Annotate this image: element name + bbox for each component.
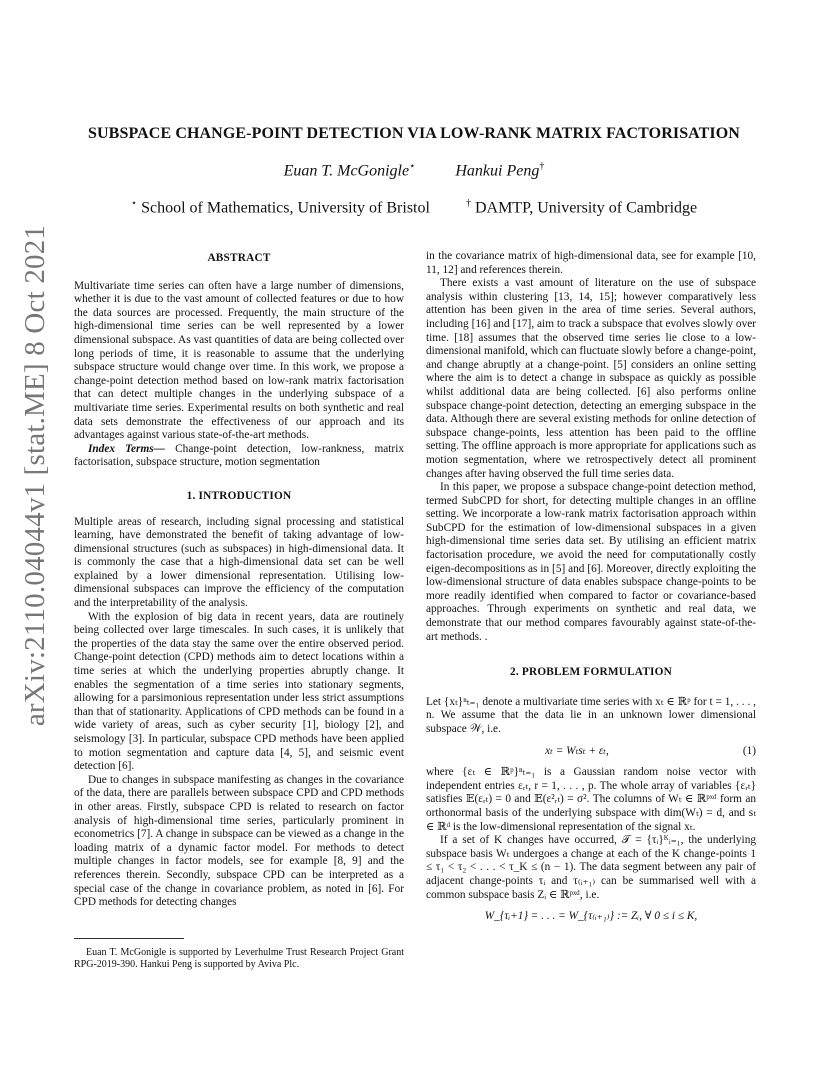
arxiv-identifier bbox=[14, 224, 58, 726]
author-2-name: Hankui Peng bbox=[455, 162, 540, 180]
right-paragraph-3: In this paper, we propose a subspace change-point detection method, termed SubCPD for short, for detecting multiple changes in an offline setting. We incorporate a low-rank matrix factorisation approach within SubCPD for the estimation of low-dimensional subspaces in a given high-dimensional time series data set. By utilising an efficient matrix factorisation procedure, we avoid the need for computationally costly eigen-decompositions as in [5] and [6]. Moreover, directly exploiting the low-dimensional structure of data enables subspace change-points to be more readily identified when compared to factor or covariance-based approaches. Through experiments on synthetic and real data, we demonstrate that our method compares favourably against state-of-the-art methods. . bbox=[426, 481, 756, 643]
right-paragraph-2: There exists a vast amount of literature on the use of subspace analysis within clustering [13, 14, 15]; however comparatively less attention has been given in the area of time series. Several authors, including [16] and [17], aim to track a subspace that evolves slowly over time. [18] assumes that the observed time series lie close to a low-dimensional manifold, which can fluctuate slowly before a change-point, and change abruptly at a change-point. [5] considers an online setting where the aim is to detect a change in subspace as quickly as possible whilst additional data are being collected. [6] also performs online subspace change-point detection, detecting an emerging subspace in the data. Although there are several existing methods for online detection of subspace change-points, less attention has been paid to the offline setting. The offline approach is more appropriate for applications such as motion segmentation, where we retrospectively detect all prominent changes after having observed the full time series data. bbox=[426, 277, 757, 480]
intro-paragraph-1: Multiple areas of research, including signal processing and statistical learning, have demonstrated the benefit of taking advantage of low-dimensional structures (such as subspaces) in high-dimensional data. It is commonly the case that a high-dimensional data set can be well explained by a lower dimensional representation. Utilising low-dimensional subspaces can improve the efficiency of the computation and the interpretability of the analysis. bbox=[74, 515, 404, 610]
author-1 bbox=[284, 161, 416, 180]
left-column bbox=[74, 252, 404, 910]
abstract-heading: ABSTRACT bbox=[207, 252, 271, 264]
affiliation-2 bbox=[466, 198, 697, 217]
author-2-mark: † bbox=[539, 161, 545, 172]
affiliation-1-text: School of Mathematics, University of Bristol bbox=[141, 199, 430, 217]
formulation-paragraph-2: where {εₜ ∈ ℝᵖ}ⁿₜ₌₁ is a Gaussian random noise vector with independent entries εᵣₜ, r = 1, . . . , p. The whole array of variables {εᵣₜ} satisfies 𝔼(εᵣₜ) = 0 and 𝔼(ε²ᵣₜ) = σ². The columns of Wₜ ∈ ℝᵖˣᵈ form an orthonormal basis of the underlying subspace with dim(Wₜ) = d, and sₜ ∈ ℝᵈ is the low-dimensional representation of the signal xₜ. bbox=[426, 766, 756, 833]
equation-1-number: (1) bbox=[742, 744, 756, 757]
footnote bbox=[74, 938, 404, 972]
footnote-rule bbox=[74, 938, 184, 939]
formulation-paragraph-3: If a set of K changes have occurred, 𝒯 = {τᵢ}ᴷᵢ₌₁, the underlying subspace basis Wₜ undergoes a change at each of the K change-points 1 ≤ τ₁ < τ₂ < . . . < τ_K ≤ (n − 1). The data segment between any pair of adjacent change-points τᵢ and τ₍ᵢ₊₁₎ can be summarised well with a common subspace basis Zᵢ ∈ ℝᵖˣᵈ, i.e. bbox=[426, 834, 756, 901]
equation-1-body: xₜ = Wₜsₜ + εₜ, bbox=[545, 744, 609, 757]
section-2-heading: 2. PROBLEM FORMULATION bbox=[509, 666, 673, 679]
index-terms-label: Index Terms— bbox=[88, 442, 165, 455]
affiliation-2-text: DAMTP, University of Cambridge bbox=[474, 199, 698, 217]
arxiv-id-text: arXiv:2110.04044v1 [stat.ME] 8 Oct 2021 bbox=[19, 224, 52, 726]
equation-1 bbox=[426, 745, 756, 759]
formulation-paragraph-1: Let {xₜ}ⁿₜ₌₁ denote a multivariate time series with xₜ ∈ ℝᵖ for t = 1, . . . , n. We assume that the data lie in an unknown lower dimensional subspace 𝒲, i.e. bbox=[426, 695, 756, 735]
affiliation-2-mark: † bbox=[465, 198, 471, 209]
index-terms bbox=[74, 443, 404, 470]
section-1-heading: 1. INTRODUCTION bbox=[186, 489, 292, 502]
author-list bbox=[0, 161, 828, 180]
right-paragraph-1: in the covariance matrix of high-dimensional data, see for example [10, 11, 12] and references therein. bbox=[426, 250, 756, 276]
affiliation-1-mark: ⋆ bbox=[130, 198, 138, 209]
footnote-text: Euan T. McGonigle is supported by Leverhulme Trust Research Project Grant RPG-2019-390. Hankui Peng is supported by Aviva Plc. bbox=[74, 947, 404, 971]
abstract-text: Multivariate time series can often have a large number of dimensions, whether it is due to the vast amount of collected features or due to how the data sources are processed. Frequently, the main structure of the high-dimensional time series can be well represented by a lower dimensional subspace. As vast quantities of data are being collected over long periods of time, it is reasonable to assume that the underlying subspace structure would change over time. In this work, we propose a change-point detection method based on low-rank matrix factorisation that can detect multiple changes in the underlying subspace of a multivariate time series. Experimental results on both synthetic and real data sets demonstrate the effectiveness of our approach and its advantages against various state-of-the-art methods. bbox=[74, 279, 404, 442]
author-1-name: Euan T. McGonigle bbox=[283, 162, 410, 180]
intro-paragraph-3: Due to changes in subspace manifesting as changes in the covariance of the data, there are parallels between subspace CPD and CPD methods in other areas. Firstly, subspace CPD is related to research on factor analysis of high-dimensional time series, particularly prominent in econometrics [7]. A change in subspace can be viewed as a change in the loading matrix of a dynamic factor model. For methods to detect multiple changes in factor models, see for example [8, 9] and the references therein. Secondly, subspace CPD can be interpreted as a special case of the change in covariance problem, as noted in [6]. For CPD methods for detecting changes bbox=[74, 773, 404, 909]
paper-title: SUBSPACE CHANGE-POINT DETECTION VIA LOW-RANK MATRIX FACTORISATION bbox=[88, 125, 740, 142]
equation-2: W_{τᵢ+1} = . . . = W_{τ₍ᵢ₊₁₎} := Zᵢ, ∀ 0 ≤ i ≤ K, bbox=[484, 910, 698, 923]
author-2 bbox=[455, 161, 544, 180]
author-1-mark: ⋆ bbox=[409, 161, 416, 172]
intro-paragraph-2: With the explosion of big data in recent years, data are routinely being collected over large timescales. In such cases, it is unlikely that the properties of the data stay the same over the entire observed period. Change-point detection (CPD) methods aim to detect locations within a time series at which the underlying properties abruptly change. It enables the segmentation of a time series into stationary segments, allowing for a parsimonious representation under less strict assumptions than that of stationarity. Applications of CPD methods can be found in a wide variety of areas, such as cyber security [1], biology [2], and seismology [3]. In particular, subspace CPD methods have been applied to motion segmentation and capture data [4, 5], and seismic event detection [6]. bbox=[74, 610, 404, 773]
affiliation-1 bbox=[131, 198, 430, 217]
index-terms-text: Change-point detection, low-rankness, matrix factorisation, subspace structure, motion segmentation bbox=[74, 442, 404, 469]
affiliations bbox=[0, 198, 828, 217]
right-column bbox=[426, 250, 756, 924]
